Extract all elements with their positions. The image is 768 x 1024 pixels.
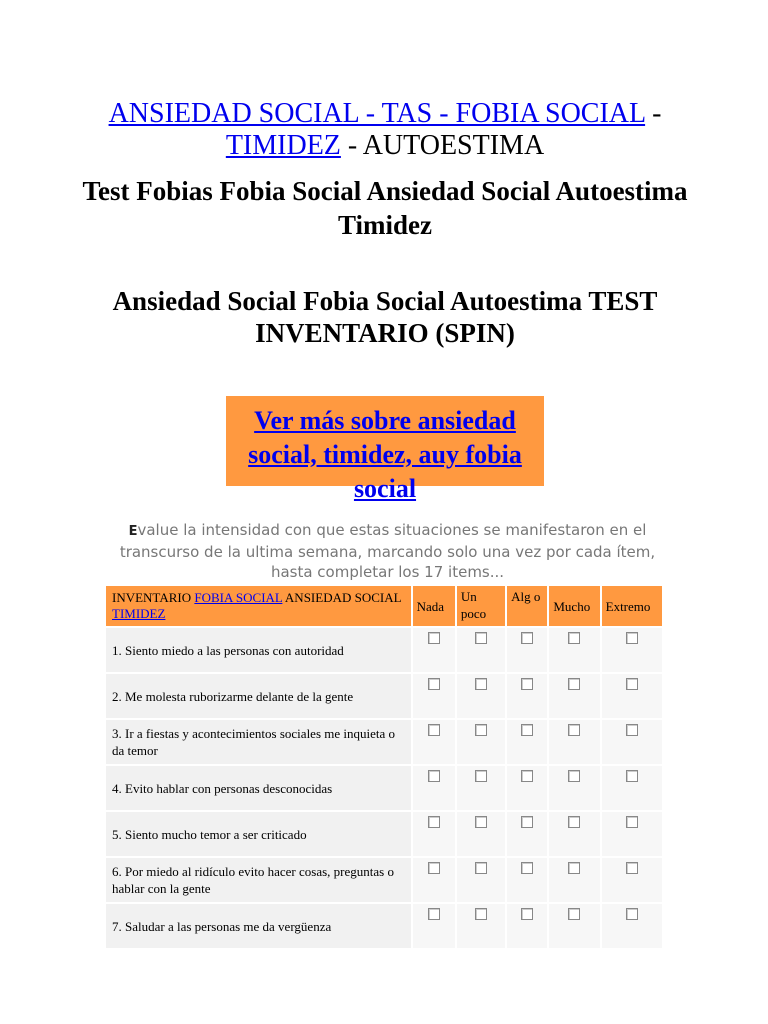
instructions-text bbox=[110, 520, 665, 582]
table-row bbox=[105, 627, 663, 673]
table-row bbox=[105, 719, 663, 765]
header-separator: - bbox=[645, 98, 662, 129]
answer-checkbox[interactable] bbox=[568, 770, 580, 782]
table-header-middle: ANSIEDAD SOCIAL bbox=[282, 590, 402, 605]
answer-checkbox[interactable] bbox=[475, 770, 487, 782]
answer-checkbox[interactable] bbox=[626, 862, 638, 874]
answer-checkbox[interactable] bbox=[568, 632, 580, 644]
answer-checkbox[interactable] bbox=[626, 770, 638, 782]
answer-checkbox[interactable] bbox=[475, 724, 487, 736]
table-header-title bbox=[105, 585, 412, 627]
test-title: Ansiedad Social Fobia Social Autoestima TEST INVENTARIO (SPIN) bbox=[112, 286, 658, 348]
answer-checkbox[interactable] bbox=[475, 816, 487, 828]
answer-checkbox[interactable] bbox=[568, 678, 580, 690]
answer-checkbox[interactable] bbox=[475, 632, 487, 644]
answer-checkbox[interactable] bbox=[521, 724, 533, 736]
option-header-algo: Alg o bbox=[506, 585, 548, 627]
table-row bbox=[105, 903, 663, 949]
question-text: 4. Evito hablar con personas desconocidas bbox=[105, 765, 412, 811]
answer-checkbox[interactable] bbox=[568, 816, 580, 828]
answer-checkbox[interactable] bbox=[428, 632, 440, 644]
answer-checkbox[interactable] bbox=[428, 816, 440, 828]
table-row bbox=[105, 811, 663, 857]
answer-checkbox[interactable] bbox=[428, 908, 440, 920]
answer-checkbox[interactable] bbox=[521, 770, 533, 782]
inventory-table bbox=[104, 584, 664, 950]
answer-checkbox[interactable] bbox=[428, 862, 440, 874]
table-header-link-timidez[interactable]: TIMIDEZ bbox=[112, 606, 166, 621]
answer-checkbox[interactable] bbox=[475, 862, 487, 874]
answer-checkbox[interactable] bbox=[521, 816, 533, 828]
question-text: 3. Ir a fiestas y acontecimientos sociales me inquieta o da temor bbox=[105, 719, 412, 765]
table-header-row bbox=[105, 585, 663, 627]
table-row bbox=[105, 857, 663, 903]
answer-checkbox[interactable] bbox=[568, 724, 580, 736]
answer-checkbox[interactable] bbox=[475, 678, 487, 690]
question-text: 6. Por miedo al ridículo evito hacer cosas, preguntas o hablar con la gente bbox=[105, 857, 412, 903]
answer-checkbox[interactable] bbox=[626, 724, 638, 736]
table-row bbox=[105, 673, 663, 719]
answer-checkbox[interactable] bbox=[626, 632, 638, 644]
answer-checkbox[interactable] bbox=[428, 724, 440, 736]
answer-checkbox[interactable] bbox=[626, 908, 638, 920]
promo-box bbox=[226, 396, 544, 503]
question-text: 5. Siento mucho temor a ser criticado bbox=[105, 811, 412, 857]
page-header bbox=[90, 98, 680, 162]
instructions-body: value la intensidad con que estas situaciones se manifestaron en el transcurso de la ultima semana, marcando solo una vez por cada ítem, hasta completar los 17 items... bbox=[119, 521, 656, 581]
table-header-prefix: INVENTARIO bbox=[112, 590, 195, 605]
header-link-ansiedad-social[interactable]: ANSIEDAD SOCIAL - TAS - FOBIA SOCIAL bbox=[108, 98, 646, 129]
promo-link[interactable]: Ver más sobre ansiedad social, timidez, auy fobia social bbox=[248, 406, 522, 503]
answer-checkbox[interactable] bbox=[626, 678, 638, 690]
header-link-timidez[interactable]: TIMIDEZ bbox=[225, 130, 341, 161]
header-autoestima: AUTOESTIMA bbox=[362, 130, 545, 161]
answer-checkbox[interactable] bbox=[475, 908, 487, 920]
answer-checkbox[interactable] bbox=[568, 908, 580, 920]
table-row bbox=[105, 765, 663, 811]
answer-checkbox[interactable] bbox=[626, 816, 638, 828]
header-separator: - bbox=[340, 130, 363, 161]
instructions-initial: E bbox=[128, 524, 138, 539]
answer-checkbox[interactable] bbox=[568, 862, 580, 874]
answer-checkbox[interactable] bbox=[521, 908, 533, 920]
question-text: 2. Me molesta ruborizarme delante de la gente bbox=[105, 673, 412, 719]
option-header-un-poco: Un poco bbox=[456, 585, 506, 627]
option-header-nada: Nada bbox=[412, 585, 456, 627]
answer-checkbox[interactable] bbox=[521, 632, 533, 644]
question-text: 7. Saludar a las personas me da vergüenza bbox=[105, 903, 412, 949]
option-header-extremo: Extremo bbox=[601, 585, 663, 627]
question-text: 1. Siento miedo a las personas con autoridad bbox=[105, 627, 412, 673]
option-header-mucho: Mucho bbox=[548, 585, 600, 627]
answer-checkbox[interactable] bbox=[428, 770, 440, 782]
page-subtitle: Test Fobias Fobia Social Ansiedad Social Autoestima Timidez bbox=[82, 176, 688, 240]
answer-checkbox[interactable] bbox=[521, 678, 533, 690]
table-header-link-fobia-social[interactable]: FOBIA SOCIAL bbox=[194, 590, 283, 605]
answer-checkbox[interactable] bbox=[428, 678, 440, 690]
answer-checkbox[interactable] bbox=[521, 862, 533, 874]
